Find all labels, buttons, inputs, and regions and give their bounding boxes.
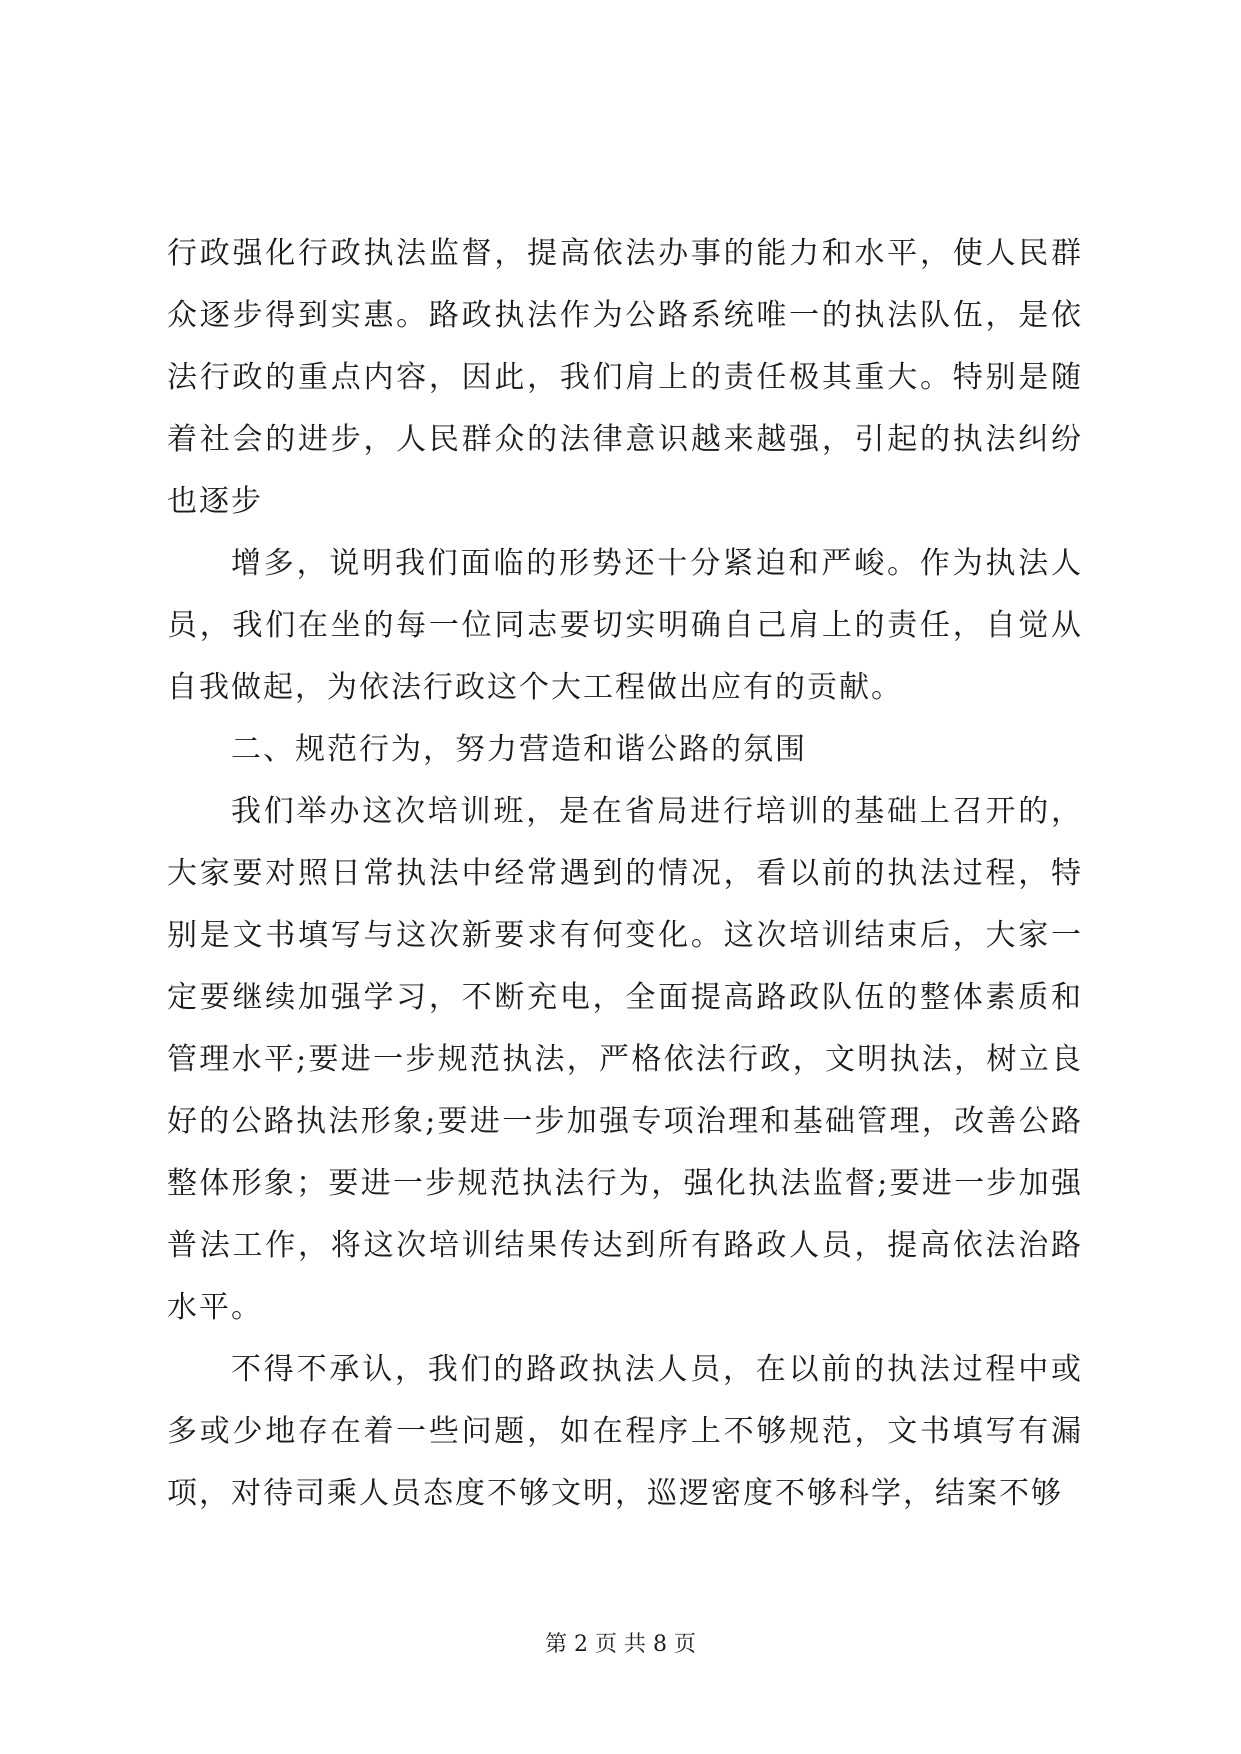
body-text — [167, 223, 1083, 1525]
page-number-footer: 第 2 页 共 8 页 — [545, 1632, 696, 1657]
paragraph-2: 增多，说明我们面临的形势还十分紧迫和严峻。作为执法人员，我们在坐的每一位同志要切实明确自己肩上的责任，自觉从自我做起，为依法行政这个大工程做出应有的贡献。 — [167, 546, 1083, 705]
paragraph-3: 我们举办这次培训班，是在省局进行培训的基础上召开的，大家要对照日常执法中经常遇到的情况，看以前的执法过程，特别是文书填写与这次新要求有何变化。这次培训结束后，大家一定要继续加强学习，不断充电，全面提高路政队伍的整体素质和管理水平;要进一步规范执法，严格依法行政，文明执法，树立良好的公路执法形象;要进一步加强专项治理和基础管理，改善公路整体形象；要进一步规范执法行为，强化执法监督;要进一步加强普法工作，将这次培训结果传达到所有路政人员，提高依法治路水平。 — [167, 794, 1083, 1325]
paragraph-4: 不得不承认，我们的路政执法人员，在以前的执法过程中或多或少地存在着一些问题，如在程序上不够规范，文书填写有漏项，对待司乘人员态度不够文明，巡逻密度不够科学，结案不够 — [167, 1352, 1083, 1511]
section-heading: 二、规范行为，努力营造和谐公路的氛围 — [231, 732, 807, 767]
paragraph-1: 行政强化行政执法监督，提高依法办事的能力和水平，使人民群众逐步得到实惠。路政执法作为公路系统唯一的执法队伍，是依法行政的重点内容，因此，我们肩上的责任极其重大。特别是随着社会的进步，人民群众的法律意识越来越强，引起的执法纠纷也逐步 — [167, 236, 1083, 519]
